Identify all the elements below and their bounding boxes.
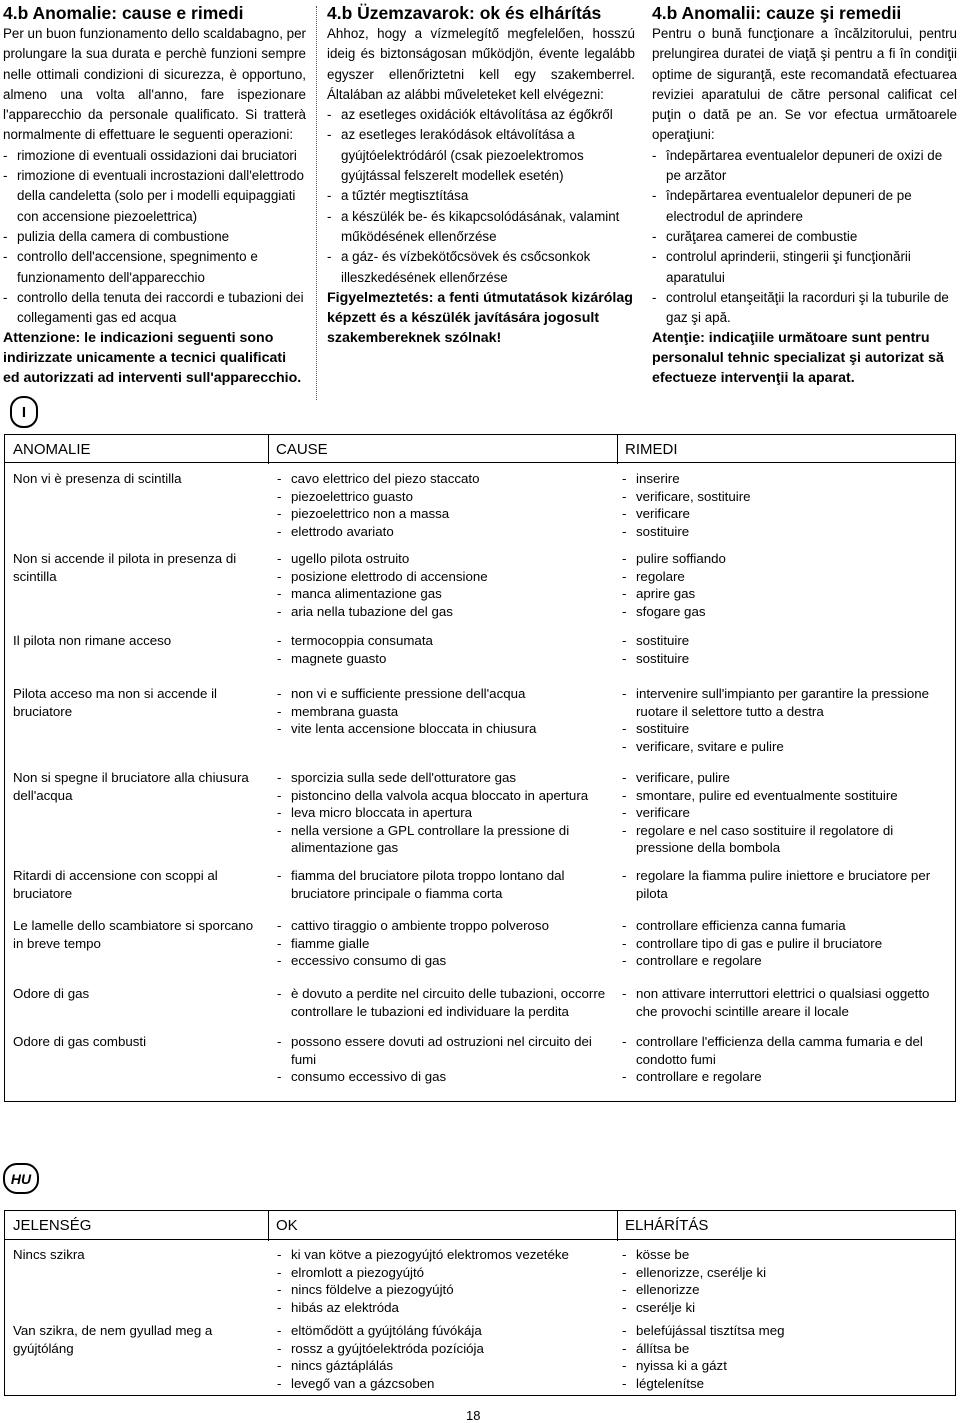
cause-item: - levegő van a gázcsoben <box>277 1375 612 1393</box>
cause-item: - rossz a gyújtóelektróda pozíciója <box>277 1340 612 1358</box>
remedy-item: - pulire soffiando <box>622 550 954 568</box>
section-heading-ro: 4.b Anomalii: cauze şi remedii <box>652 3 902 23</box>
anomaly-cell: Van szikra, de nem gyullad meg a gyújtóláng <box>13 1323 213 1356</box>
anomaly-cell: Non si spegne il bruciatore alla chiusura dell'acqua <box>13 770 249 803</box>
causes-cell <box>277 1322 612 1392</box>
cause-item: - aria nella tubazione del gas <box>277 603 612 621</box>
header-rule <box>5 462 955 463</box>
anomaly-cell: Il pilota non rimane acceso <box>13 633 172 648</box>
operation-item-ro: - îndepărtarea eventualelor depuneri de oxizi de pe arzător <box>652 146 957 187</box>
intro-text-it: Per un buon funzionamento dello scaldabagno, per prolungare la sua durata e perchè funzioni sempre nelle ottimali condizioni di sicurezza, è opportuno, almeno una volta all'anno, fare ispezionare l'apparecchio da personale qualificato. Si tratterà normalmente di effettuare le seguenti operazioni: <box>3 26 306 143</box>
cause-item: - nincs földelve a piezogyújtó <box>277 1281 612 1299</box>
cause-item: - vite lenta accensione bloccata in chiusura <box>277 720 612 738</box>
operation-item-it: - pulizia della camera di combustione <box>3 227 306 247</box>
column-rule <box>617 435 618 464</box>
remedy-item: - ellenorizze <box>622 1281 954 1299</box>
intro-text-hu: Ahhoz, hogy a vízmelegítő megfelelően, hosszú ideig és biztonságosan működjön, évente legalább egyszer ellenőriztetni kell egy szakemberrel. Általában az alábbi műveleteket kell elvégezni: <box>327 26 635 102</box>
cause-item: - elettrodo avariato <box>277 523 612 541</box>
cause-item: - sporcizia sulla sede dell'otturatore gas <box>277 769 612 787</box>
operation-item-hu: - az esetleges lerakódások eltávolítása a gyújtóelektródáról (csak piezoelektromos gyújtással felszerelt modellek esetén) <box>327 125 635 186</box>
causes-cell <box>277 985 612 1020</box>
remedy-item: - sfogare gas <box>622 603 954 621</box>
remedy-item: - regolare e nel caso sostituire il regolatore di pressione della bombola <box>622 822 954 857</box>
causes-cell <box>277 867 612 902</box>
remedy-item: - sostituire <box>622 523 954 541</box>
operation-item-ro: - controlul aprinderii, stingerii şi funcţionării aparatului <box>652 247 957 288</box>
causes-cell <box>277 550 612 620</box>
remedy-item: - kösse be <box>622 1246 954 1264</box>
cause-item: - nella versione a GPL controllare la pressione di alimentazione gas <box>277 822 612 857</box>
remedies-cell <box>622 985 954 1020</box>
cause-item: - pistoncino della valvola acqua bloccato in apertura <box>277 787 612 805</box>
causes-cell <box>277 685 612 738</box>
remedies-cell <box>622 1033 954 1086</box>
cause-item: - possono essere dovuti ad ostruzioni nel circuito dei fumi <box>277 1033 612 1068</box>
remedies-cell <box>622 550 954 620</box>
operation-item-hu: - az esetleges oxidációk eltávolítása az égőkről <box>327 105 635 125</box>
anomaly-cell: Pilota acceso ma non si accende il bruciatore <box>13 686 217 719</box>
cause-item: - nincs gáztáplálás <box>277 1357 612 1375</box>
operation-item-it: - controllo della tenuta dei raccordi e tubazioni dei collegamenti gas ed acqua <box>3 288 306 329</box>
remedies-cell <box>622 470 954 540</box>
cause-item: - consumo eccessivo di gas <box>277 1068 612 1086</box>
remedy-item: - aprire gas <box>622 585 954 603</box>
causes-cell <box>277 917 612 970</box>
causes-cell <box>277 769 612 857</box>
remedy-item: - verificare, svitare e pulire <box>622 738 954 756</box>
language-badge-hu: HU <box>3 1163 39 1194</box>
column-header-anomaly: JELENSÉG <box>13 1217 92 1234</box>
causes-cell <box>277 1246 612 1316</box>
operation-item-ro: - îndepărtarea eventualelor depuneri de pe electrodul de aprindere <box>652 186 957 227</box>
cause-item: - magnete guasto <box>277 650 612 668</box>
remedy-item: - belefújással tisztítsa meg <box>622 1322 954 1340</box>
operation-item-hu: - a tűztér megtisztítása <box>327 186 635 206</box>
troubleshooting-table-it <box>4 434 956 1102</box>
remedies-cell <box>622 685 954 755</box>
cause-item: - è dovuto a perdite nel circuito delle tubazioni, occorre controllare le tubazioni ed individuare la perdita <box>277 985 612 1020</box>
cause-item: - cattivo tiraggio o ambiente troppo polveroso <box>277 917 612 935</box>
column-rule <box>617 1211 618 1241</box>
remedy-item: - regolare la fiamma pulire iniettore e bruciatore per pilota <box>622 867 954 902</box>
cause-item: - leva micro bloccata in apertura <box>277 804 612 822</box>
cause-item: - cavo elettrico del piezo staccato <box>277 470 612 488</box>
column-header-causes: CAUSE <box>276 441 328 458</box>
remedy-item: - ellenorizze, cserélje ki <box>622 1264 954 1282</box>
intro-column-ro <box>652 2 957 388</box>
cause-item: - elromlott a piezogyújtó <box>277 1264 612 1282</box>
remedy-item: - cserélje ki <box>622 1299 954 1317</box>
remedy-item: - verificare <box>622 505 954 523</box>
remedy-item: - sostituire <box>622 632 954 650</box>
column-header-remedies: RIMEDI <box>625 441 678 458</box>
page-number: 18 <box>466 1408 481 1423</box>
remedy-item: - nyissa ki a gázt <box>622 1357 954 1375</box>
operation-item-ro: - curăţarea camerei de combustie <box>652 227 957 247</box>
cause-item: - hibás az elektróda <box>277 1299 612 1317</box>
intro-text-ro: Pentru o bună funcţionare a încălzitorului, pentru prelungirea duratei de viaţă şi pentru a fi în condiţii optime de siguranţă, este recomandată efectuarea reviziei aparatului de către personal calificat cel puţin o dată pe an. Se vor efectua următoarele operaţiuni: <box>652 26 957 143</box>
operation-item-hu: - a készülék be- és kikapcsolódásának, valamint működésének ellenőrzése <box>327 207 635 248</box>
operation-item-it: - controllo dell'accensione, spegnimento e funzionamento dell'apparecchio <box>3 247 306 288</box>
column-header-anomaly: ANOMALIE <box>13 441 91 458</box>
anomaly-cell: Non vi è presenza di scintilla <box>13 471 182 486</box>
causes-cell <box>277 1033 612 1086</box>
remedies-cell <box>622 1322 954 1392</box>
causes-cell <box>277 632 612 667</box>
remedies-cell <box>622 867 954 902</box>
remedy-item: - verificare, sostituire <box>622 488 954 506</box>
troubleshooting-table-hu <box>4 1210 956 1396</box>
language-badge-it: I <box>10 396 38 428</box>
cause-item: - eccessivo consumo di gas <box>277 952 612 970</box>
anomaly-cell: Le lamelle dello scambiatore si sporcano in breve tempo <box>13 918 254 951</box>
remedies-cell <box>622 1246 954 1316</box>
anomaly-cell: Odore di gas <box>13 986 90 1001</box>
remedy-item: - verificare <box>622 804 954 822</box>
remedy-item: - verificare, pulire <box>622 769 954 787</box>
column-divider <box>316 6 317 400</box>
intro-column-hu <box>327 2 635 348</box>
remedy-item: - non attivare interruttori elettrici o qualsiasi oggetto che provochi scintille areare il locale <box>622 985 954 1020</box>
anomaly-cell: Nincs szikra <box>13 1247 85 1262</box>
operation-item-hu: - a gáz- és vízbekötőcsövek és csőcsonkok illeszkedésének ellenőrzése <box>327 247 635 288</box>
operation-item-it: - rimozione di eventuali incrostazioni dall'elettrodo della candeletta (solo per i modelli equipaggiati con accensione piezoelettrica) <box>3 166 306 227</box>
remedies-cell <box>622 917 954 970</box>
cause-item: - fiamma del bruciatore pilota troppo lontano dal bruciatore principale o fiamma corta <box>277 867 612 902</box>
cause-item: - membrana guasta <box>277 703 612 721</box>
cause-item: - manca alimentazione gas <box>277 585 612 603</box>
remedy-item: - állítsa be <box>622 1340 954 1358</box>
operation-item-it: - rimozione di eventuali ossidazioni dai bruciatori <box>3 146 306 166</box>
cause-item: - piezoelettrico guasto <box>277 488 612 506</box>
remedy-item: - intervenire sull'impianto per garantire la pressione ruotare il selettore tutto a destra <box>622 685 954 720</box>
remedy-item: - sostituire <box>622 650 954 668</box>
column-rule <box>268 435 269 464</box>
remedy-item: - regolare <box>622 568 954 586</box>
header-rule <box>5 1239 955 1240</box>
anomaly-cell: Non si accende il pilota in presenza di scintilla <box>13 551 237 584</box>
remedy-item: - smontare, pulire ed eventualmente sostituire <box>622 787 954 805</box>
cause-item: - fiamme gialle <box>277 935 612 953</box>
column-rule <box>268 1211 269 1241</box>
cause-item: - posizione elettrodo di accensione <box>277 568 612 586</box>
anomaly-cell: Odore di gas combusti <box>13 1034 147 1049</box>
cause-item: - ugello pilota ostruito <box>277 550 612 568</box>
section-heading-it: 4.b Anomalie: cause e rimedi <box>3 3 244 23</box>
intro-column-it <box>3 2 306 388</box>
column-header-causes: OK <box>276 1217 298 1234</box>
causes-cell <box>277 470 612 540</box>
remedy-item: - controllare e regolare <box>622 952 954 970</box>
column-header-remedies: ELHÁRÍTÁS <box>625 1217 709 1234</box>
cause-item: - ki van kötve a piezogyújtó elektromos vezetéke <box>277 1246 612 1264</box>
remedy-item: - légtelenítse <box>622 1375 954 1393</box>
warning-text-hu: Figyelmeztetés: a fenti útmutatások kizárólag képzett és a készülék javítására jogosult szakembereknek szólnak! <box>327 289 633 346</box>
remedy-item: - controllare tipo di gas e pulire il bruciatore <box>622 935 954 953</box>
remedies-cell <box>622 632 954 667</box>
remedy-item: - inserire <box>622 470 954 488</box>
section-heading-hu: 4.b Üzemzavarok: ok és elhárítás <box>327 3 602 23</box>
remedies-cell <box>622 769 954 857</box>
cause-item: - piezoelettrico non a massa <box>277 505 612 523</box>
warning-text-ro: Atenţie: indicaţiile următoare sunt pentru personalul tehnic specializat şi autorizat să efectueze intervenţii la aparat. <box>652 330 944 387</box>
warning-text-it: Attenzione: le indicazioni seguenti sono indirizzate unicamente a tecnici qualificati ed autorizzati ad interventi sull'apparecchio. <box>3 330 302 387</box>
cause-item: - eltömődött a gyújtóláng fúvókája <box>277 1322 612 1340</box>
remedy-item: - controllare e regolare <box>622 1068 954 1086</box>
cause-item: - non vi e sufficiente pressione dell'acqua <box>277 685 612 703</box>
operation-item-ro: - controlul etanşeităţii la racorduri şi la tuburile de gaz şi apă. <box>652 288 957 329</box>
anomaly-cell: Ritardi di accensione con scoppi al bruciatore <box>13 868 218 901</box>
remedy-item: - sostituire <box>622 720 954 738</box>
remedy-item: - controllare efficienza canna fumaria <box>622 917 954 935</box>
remedy-item: - controllare l'efficienza della camma fumaria e del condotto fumi <box>622 1033 954 1068</box>
cause-item: - termocoppia consumata <box>277 632 612 650</box>
